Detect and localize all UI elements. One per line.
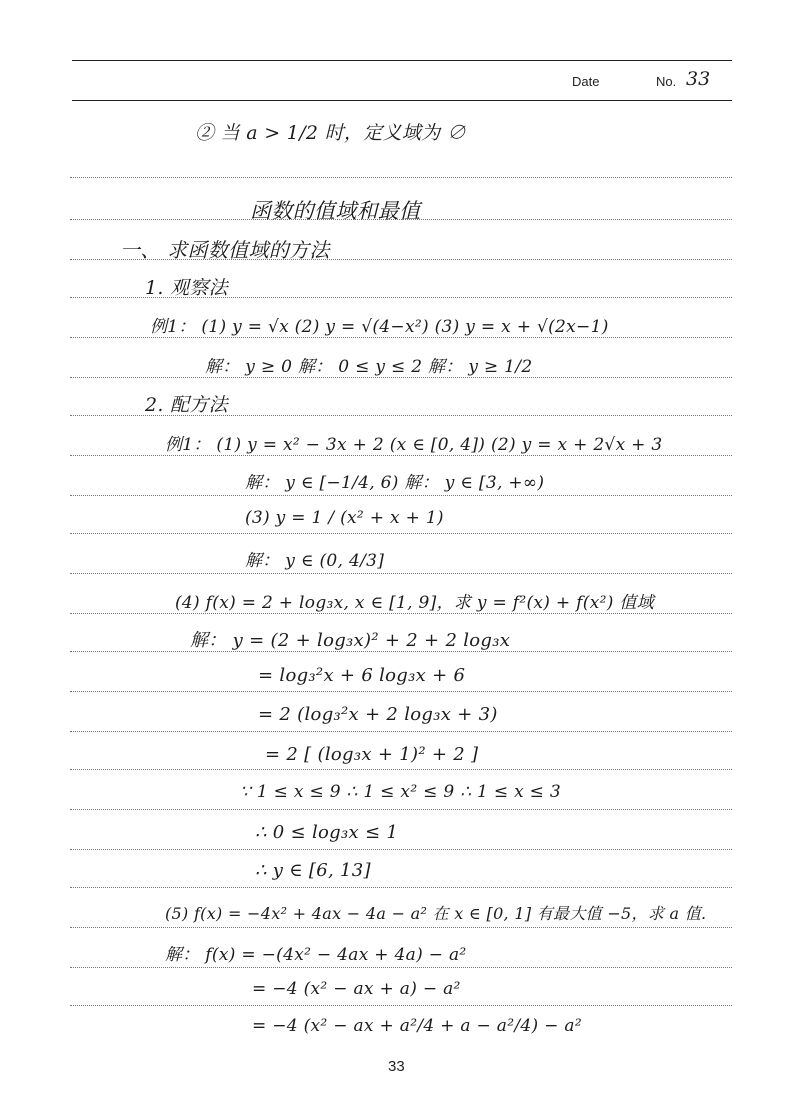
ruled-line	[70, 613, 732, 614]
page-no-label: No.	[656, 74, 677, 89]
ruled-line	[70, 887, 732, 888]
ruled-line	[70, 495, 732, 496]
derivation-line: = log₃²x + 6 log₃x + 6	[258, 665, 466, 686]
note-line: ② 当 a > 1/2 时，定义域为 ∅	[195, 122, 467, 144]
example-line: (5) f(x) = −4x² + 4ax − 4a − a² 在 x ∈ [0, 1] 有最大值 −5，求 a 值.	[165, 904, 707, 923]
ruled-line	[70, 769, 732, 770]
header-rule-top	[72, 60, 732, 61]
example-line: (4) f(x) = 2 + log₃x, x ∈ [1, 9]，求 y = f²(x) + f(x²) 值域	[175, 593, 654, 613]
ruled-line	[70, 967, 732, 968]
ruled-line	[70, 377, 732, 378]
method-heading: 2. 配方法	[145, 394, 228, 416]
ruled-line	[70, 849, 732, 850]
ruled-line	[70, 927, 732, 928]
example-line: 例1： (1) y = x² − 3x + 2 (x ∈ [0, 4]) (2) y = x + 2√x + 3	[165, 435, 663, 455]
ruled-line	[70, 1005, 732, 1006]
section-heading: 函数的值域和最值	[250, 199, 421, 223]
solution-line: 解： f(x) = −(4x² − 4ax + 4a) − a²	[165, 945, 467, 965]
page-number: 33	[388, 1058, 405, 1075]
solution-line: 解： y ∈ (0, 4/3]	[245, 551, 385, 571]
subsection-heading: 一、 求函数值域的方法	[120, 238, 330, 262]
derivation-line: = 2 [ (log₃x + 1)² + 2 ]	[265, 744, 479, 765]
ruled-line	[70, 533, 732, 534]
ruled-line	[70, 337, 732, 338]
ruled-line	[70, 809, 732, 810]
ruled-line	[70, 455, 732, 456]
page-no-value: 33	[686, 68, 711, 90]
solution-line: 解： y ≥ 0 解： 0 ≤ y ≤ 2 解： y ≥ 1/2	[205, 357, 533, 377]
derivation-line: ∴ y ∈ [6, 13]	[255, 860, 371, 881]
ruled-line	[70, 691, 732, 692]
example-line: (3) y = 1 / (x² + x + 1)	[245, 508, 444, 528]
derivation-line: = −4 (x² − ax + a) − a²	[252, 979, 461, 999]
ruled-line	[70, 573, 732, 574]
date-label: Date	[572, 74, 600, 89]
derivation-line: ∴ 0 ≤ log₃x ≤ 1	[255, 822, 399, 843]
derivation-line: ∵ 1 ≤ x ≤ 9 ∴ 1 ≤ x² ≤ 9 ∴ 1 ≤ x ≤ 3	[240, 782, 562, 802]
derivation-line: = 2 (log₃²x + 2 log₃x + 3)	[258, 704, 498, 725]
example-line: 例1： (1) y = √x (2) y = √(4−x²) (3) y = x + √(2x−1)	[150, 317, 609, 337]
ruled-line	[70, 177, 732, 178]
derivation-line: = −4 (x² − ax + a²/4 + a − a²/4) − a²	[252, 1016, 582, 1036]
header-rule-bottom	[72, 100, 732, 101]
solution-line: 解： y = (2 + log₃x)² + 2 + 2 log₃x	[190, 630, 511, 651]
solution-line: 解： y ∈ [−1/4, 6) 解： y ∈ [3, +∞)	[245, 473, 545, 493]
ruled-line	[70, 731, 732, 732]
method-heading: 1. 观察法	[145, 277, 228, 299]
